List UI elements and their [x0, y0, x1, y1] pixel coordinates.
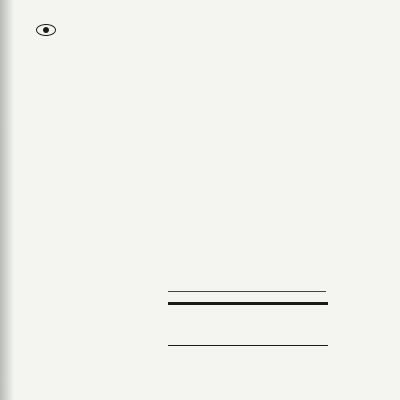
- facts-top-rule: [168, 345, 328, 346]
- curved-edge-shadow: [0, 0, 14, 400]
- facts-thick-rule: [168, 302, 328, 305]
- facts-header-row: [168, 291, 326, 302]
- eye-icon: [36, 24, 56, 36]
